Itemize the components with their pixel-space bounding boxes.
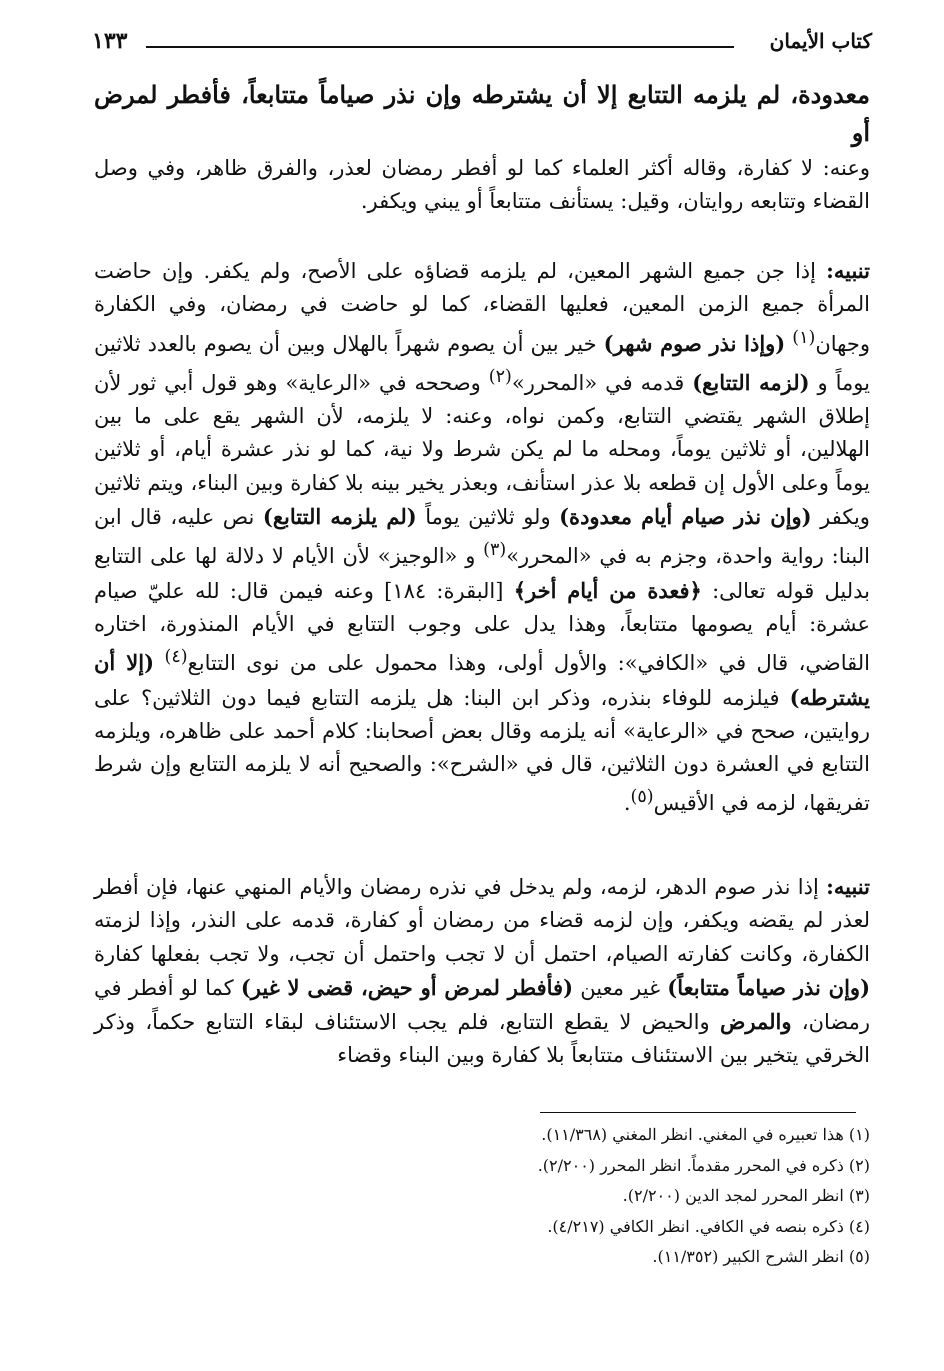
matn-quote: (فأفطر لمرض أو حيض، قضى لا غير) [240,974,574,1000]
text-run: كما لو أفطر في رمضان، [94,975,870,1035]
footnote-ref: (١) [792,327,816,348]
text-run: فيلزمه للوفاء بنذره، وذكر ابن البنا: هل يلزمه التتابع فيما دون الثلاثين؟ على روايتين، صحح في «الرعاية» أنه يلزمه وقال بعض أصحابنا: كلام أحمد على ظاهره، ويلزمه التتابع في العشرة دون الثلاثين، قال في «الشرح»: والصحيح أنه لا يلزمه التتابع وإن شرط تفريقها، لزمه في الأقيس [94,685,870,816]
matn-quote: (لم يلزمه التتابع) [262,504,417,530]
matn-quote: (إلا أن يشترطه) [94,650,870,710]
text-run: نص عليه، قال ابن البنا: رواية واحدة، وجزم به في «المحرر» [94,505,871,569]
footnote: (٤) ذكره بنصه في الكافي. انظر الكافي (٤/٢١٧). [547,1216,870,1236]
commentary-paragraph-1: وعنه: لا كفارة، وقاله أكثر العلماء كما لو أفطر رمضان لعذر، والفرق ظاهر، وفي وصل القضاء وتتابعه روايتان، وقيل: يستأنف متتابعاً أو يبني ويكفر. [94,156,870,214]
header-rule [146,46,734,48]
commentary-paragraph-3 [94,870,870,1073]
footnote-ref: (٢) [488,366,512,387]
matn-quote: والمرض [719,1009,792,1035]
matn-quote: (لزمه التتابع) [692,369,810,395]
matn-quote: (وإن نذر صيام أيام معدودة) [559,504,812,530]
footnote: (٢) ذكره في المحرر مقدماً. انظر المحرر (٢/٢٠٠). [537,1155,870,1175]
text-run: خير بين أن يصوم شهراً بالهلال وبين أن يصوم بالعدد ثلاثين يوماً و [94,331,870,395]
footnote-ref: (٥) [630,787,654,808]
text-run: [البقرة: ١٨٤] وعنه فيمن قال: لله عليّ صيام عشرة: أيام يصومها متتابعاً، وهذا يدل على وجوب التتابع في الأيام المنذورة، اختاره القاضي، قال في «الكافي»: والأول أولى، وهذا محمول على من نوى التتابع [94,578,870,676]
text-run: قدمه في «المحرر» [511,370,685,395]
text-run: إذا نذر صوم الدهر، لزمه، ولم يدخل في نذره رمضان والأيام المنهي عنها، فإن أفطر لعذر لم يقضه ويكفر، وإن لزمه قضاء من رمضان أو كفارة، قدمه على النذر، وإذا لزمته الكفارة، وكانت كفارته الصيام، احتمل أن لا تجب واحتمل أن تجب، ولا تجب بفعلها كفارة [94,875,870,966]
text-run: غير معين [580,975,661,1000]
matn-quote: (وإن نذر صياماً متتابعاً) [667,974,871,1000]
text-run: إذا جن جميع الشهر المعين، لم يلزمه قضاؤه على الأصح، ولم يكفر. وإن حاضت المرأة جميع الزمن المعين، فعليها القضاء، كما لو حاضت في رمضان، وفي الكفارة وجهان [94,259,870,356]
page-number: ١٣٣ [92,28,128,54]
footnote: (٣) انظر المحرر لمجد الدين (٢/٢٠٠). [622,1186,870,1205]
footnotes [310,1120,870,1273]
text-run: و «الوجيز» لأن الأيام لا دلالة لها على التتابع بدليل قوله تعالى: [94,544,870,603]
quran-quote: ﴿فعدة من أيام أخر﴾ [513,577,702,603]
footnote: (١) هذا تعبيره في المغني. انظر المغني (١١/٣٦٨). [541,1125,870,1144]
footnote-ref: (٣) [483,540,507,561]
footnote-separator [540,1112,856,1113]
text-run: وصححه في «الرعاية» وهو قول أبي ثور لأن إطلاق الشهر يقتضي التتابع، وكمن نواه، وعنه: لا يلزمه، لأن الشهر يقع على ما بين الهلالين، أو ثلاثين يوماً، ومحله ما لم يكن شرط ولا نية، كما لو نذر عشرة أيام، أو ثلاثين يوماً وعلى الأول إن قطعه بلا عذر استأنف، وبعذر يخير بينه بلا كفارة وبين البناء، ويتم ثلاثين ويكفر [94,370,870,530]
text-run: والحيض لا يقطع التتابع، فلم يجب الاستئناف لبقاء التتابع حكماً، وذكر الخرقي يتخير بين الاستئناف متتابعاً بلا كفارة وبين البناء وقضاء [94,1010,870,1068]
matn-text: معدودة، لم يلزمه التتابع إلا أن يشترطه وإن نذر صياماً متتابعاً، فأفطر لمرض أو [94,80,870,147]
footnote-ref: (٤) [164,647,188,668]
text-run: ولو ثلاثين يوماً [425,505,551,530]
footnote: (٥) انظر الشرح الكبير (١١/٣٥٢). [652,1247,870,1266]
commentary-paragraph-2 [94,254,870,821]
chapter-title: كتاب الأيمان [769,29,872,53]
note-label: تنبيه: [826,258,870,283]
running-header [92,26,872,58]
note-label: تنبيه: [826,874,870,899]
matn-quote: (وإذا نذر صوم شهر) [603,330,786,356]
text-run: . [623,791,631,816]
